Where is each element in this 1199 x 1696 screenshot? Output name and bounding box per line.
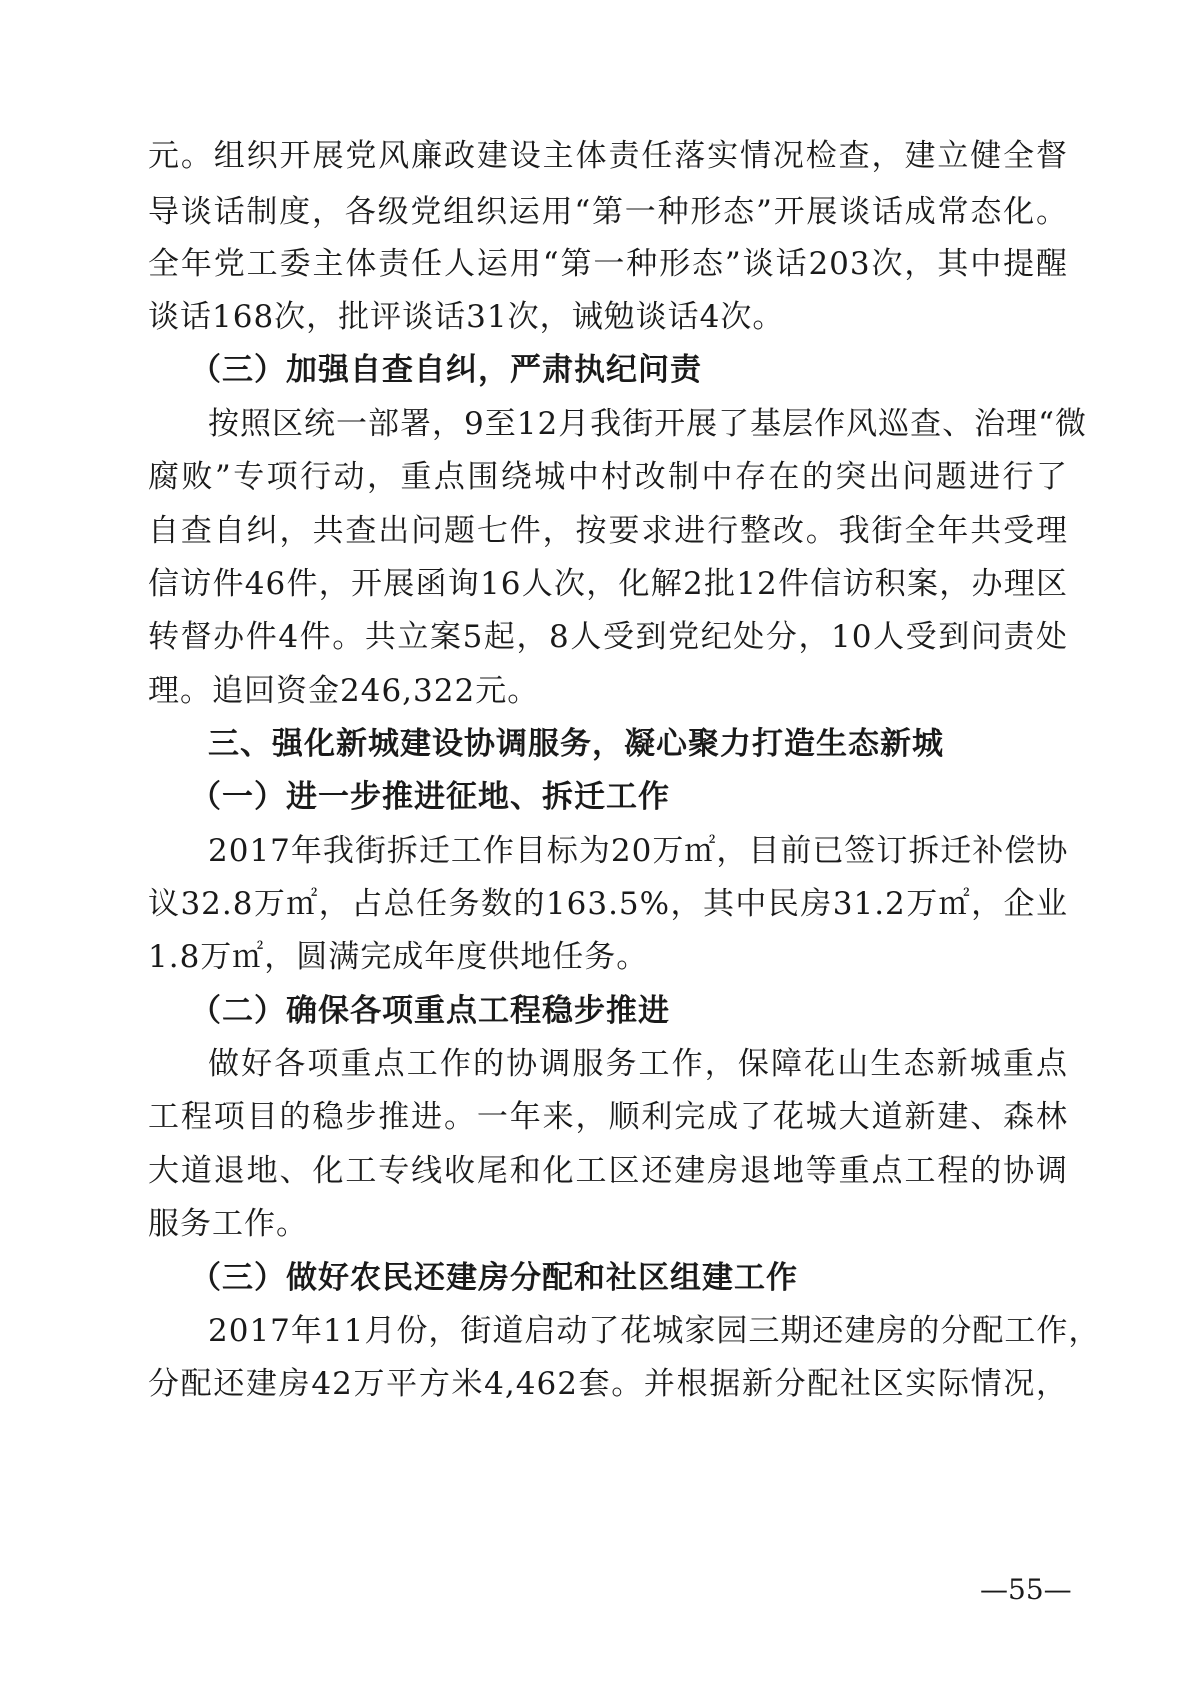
- body-line: 2017年11月份，街道启动了花城家园三期还建房的分配工作，: [208, 1313, 1101, 1349]
- body-line: 导谈话制度，各级党组织运用“第一种形态”开展谈话成常态化。: [148, 194, 1068, 230]
- body-line: 腐败”专项行动，重点围绕城中村改制中存在的突出问题进行了: [148, 459, 1068, 495]
- body-line: 工程项目的稳步推进。一年来，顺利完成了花城大道新建、森林: [148, 1099, 1068, 1135]
- body-line: 转督办件4件。共立案5起，8人受到党纪处分，10人受到问责处: [148, 619, 1068, 655]
- section-heading: （三）加强自查自纠，严肃执纪问责: [190, 352, 702, 388]
- body-line: 谈话168次，批评谈话31次，诫勉谈话4次。: [148, 299, 785, 335]
- body-line: 元。组织开展党风廉政建设主体责任落实情况检查，建立健全督: [148, 138, 1068, 174]
- chapter-heading: 三、强化新城建设协调服务，凝心聚力打造生态新城: [208, 726, 944, 762]
- body-line: 做好各项重点工作的协调服务工作，保障花山生态新城重点: [208, 1046, 1068, 1082]
- body-line: 全年党工委主体责任人运用“第一种形态”谈话203次，其中提醒: [148, 246, 1068, 282]
- body-line: 1.8万㎡，圆满完成年度供地任务。: [148, 939, 649, 975]
- body-line: 按照区统一部署，9至12月我街开展了基层作风巡查、治理“微: [208, 406, 1088, 442]
- body-line: 信访件46件，开展函询16人次，化解2批12件信访积案，办理区: [148, 566, 1068, 602]
- body-line: 议32.8万㎡，占总任务数的163.5%，其中民房31.2万㎡，企业: [148, 886, 1068, 922]
- section-heading: （二）确保各项重点工程稳步推进: [190, 993, 670, 1029]
- page-number: —55—: [980, 1573, 1072, 1606]
- body-line: 自查自纠，共查出问题七件，按要求进行整改。我街全年共受理: [148, 513, 1068, 549]
- body-line: 2017年我街拆迁工作目标为20万㎡，目前已签订拆迁补偿协: [208, 833, 1069, 869]
- body-line: 服务工作。: [148, 1206, 308, 1242]
- section-heading: （一）进一步推进征地、拆迁工作: [190, 779, 670, 815]
- body-line: 分配还建房42万平方米4,462套。并根据新分配社区实际情况，: [148, 1366, 1068, 1402]
- body-line: 理。追回资金246,322元。: [148, 673, 540, 709]
- body-line: 大道退地、化工专线收尾和化工区还建房退地等重点工程的协调: [148, 1153, 1068, 1189]
- section-heading: （三）做好农民还建房分配和社区组建工作: [190, 1260, 798, 1296]
